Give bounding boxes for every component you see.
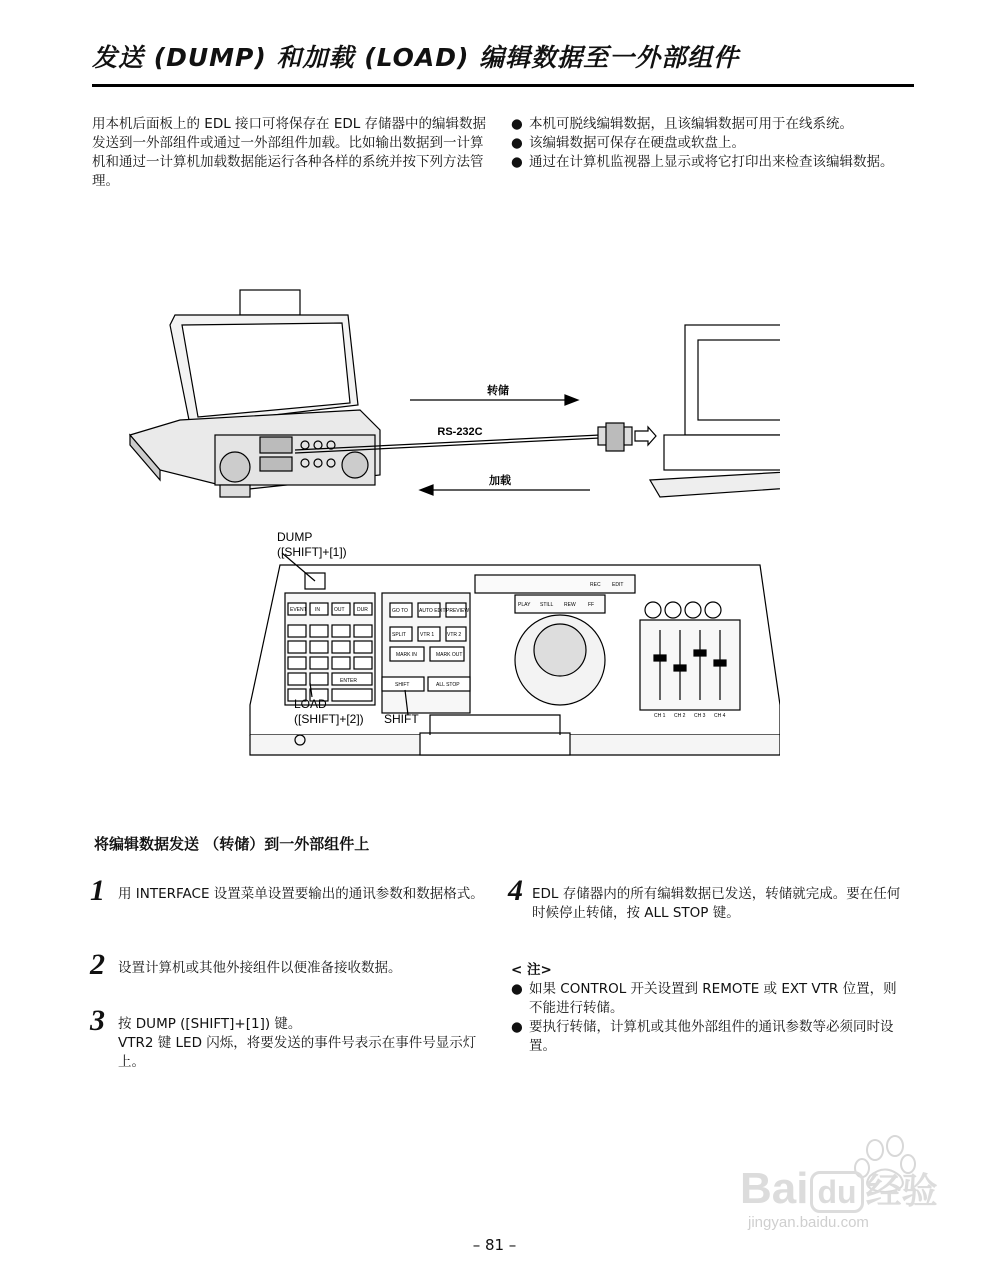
step-number: 1 [90,874,105,907]
dump-arrow-label: 转储 [487,385,509,397]
key-rec: REC [590,582,601,588]
key-edit: EDIT [612,582,624,588]
feature-bullets [511,115,906,172]
step-text: EDL 存储器内的所有编辑数据已发送，转储就完成。要在任何时候停止转储，按 ALL STOP 键。 [532,886,901,921]
computer-illustration [650,325,780,509]
page-title: 发送 (DUMP) 和加载 (LOAD) 编辑数据至一外部组件 [92,43,740,72]
intro-paragraph: 用本机后面板上的 EDL 接口可将保存在 EDL 存储器中的编辑数据发送到一外部组件或通过一外部组件加载。比如输出数据到一计算机和通过一计算机加载数据能运行各种各样的系统并按下列方法管理。 [92,116,487,189]
bullet-dot-icon: ● [511,154,523,170]
notes-block [511,958,906,1056]
label-ch3: CH 3 [694,713,706,719]
step-text-detail: VTR2 键 LED 闪烁，将要发送的事件号表示在事件号显示灯上。 [118,1035,477,1070]
bullet-dot-icon: ● [511,981,523,997]
key-ff: FF [588,602,595,608]
bullet-item: ● 通过在计算机监视器上显示或将它打印出来检查该编辑数据。 [511,154,894,170]
watermark-url: jingyan.baidu.com [748,1214,869,1231]
label-ch2: CH 2 [674,713,686,719]
step-number: 2 [90,948,105,981]
bullet-item: ● 本机可脱线编辑数据，且该编辑数据可用于在线系统。 [511,116,853,132]
step-number: 4 [508,874,523,907]
key-in: IN [315,607,320,613]
baidu-watermark [740,1128,970,1238]
step-1 [90,874,485,907]
load-arrow-label: 加载 [489,475,511,487]
control-panel-illustration [250,565,780,755]
key-enter: ENTER [340,678,357,684]
bullet-dot-icon: ● [511,1019,523,1035]
label-ch4: CH 4 [714,713,726,719]
step-number: 3 [90,1004,105,1037]
watermark-brand-2: du [810,1171,863,1213]
editing-controller-illustration [130,290,380,497]
key-auto-edit: AUTO EDIT [419,608,446,614]
step-2 [90,948,485,981]
dump-key-combo: ([SHIFT]+[1]) [277,545,347,559]
key-vtr1: VTR 1 [420,632,435,638]
page-number: – 81 – [472,1236,517,1254]
key-event: EVENT [290,607,307,613]
dump-key-label: DUMP [277,530,313,544]
label-ch1: CH 1 [654,713,666,719]
key-out: OUT [334,607,345,613]
key-still: STILL [540,602,554,608]
bullet-item: ● 该编辑数据可保存在硬盘或软盘上。 [511,135,745,151]
watermark-cn: 经验 [865,1170,938,1211]
step-4 [508,876,908,923]
bullet-dot-icon: ● [511,116,523,132]
key-rew: REW [564,602,576,608]
load-key-combo: ([SHIFT]+[2]) [294,712,364,726]
connection-diagram [120,285,780,785]
step-text: 用 INTERFACE 设置菜单设置要输出的通讯参数和数据格式。 [118,886,484,902]
key-goto: GO TO [392,608,408,614]
bullet-dot-icon: ● [511,135,523,151]
key-mark-out: MARK OUT [436,652,463,658]
load-key-label: LOAD [294,697,327,711]
key-mark-in: MARK IN [396,652,417,658]
shift-key-label: SHIFT [384,712,419,726]
cable-label: RS-232C [437,426,483,438]
section-heading: 将编辑数据发送 （转储）到一外部组件上 [94,835,370,853]
key-dur: DUR [357,607,368,613]
key-play: PLAY [518,602,531,608]
note-item: ● 如果 CONTROL 开关设置到 REMOTE 或 EXT VTR 位置，则不能进行转储。 [511,981,897,1016]
key-vtr2: VTR 2 [447,632,462,638]
key-preview: PREVIEW [446,608,470,614]
step-3 [90,1006,485,1072]
key-shift: SHIFT [395,682,410,688]
key-split: SPLIT [392,632,406,638]
note-item: ● 要执行转储，计算机或其他外部组件的通讯参数等必须同时设置。 [511,1019,894,1054]
key-all-stop: ALL STOP [436,682,460,688]
notes-heading: < 注> [511,962,552,978]
step-text: 按 DUMP ([SHIFT]+[1]) 键。 [118,1016,302,1032]
step-text: 设置计算机或其他外接组件以便准备接收数据。 [118,960,402,976]
watermark-brand: Bai [740,1164,809,1213]
title-rule [92,84,914,87]
